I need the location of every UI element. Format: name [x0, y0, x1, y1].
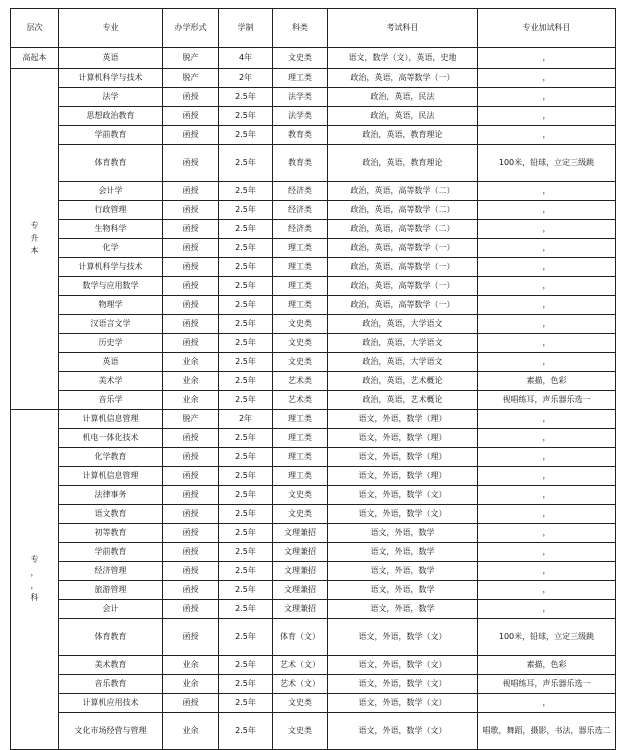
level-char: 升	[30, 233, 39, 243]
category-cell: 文理兼招	[273, 543, 328, 562]
major-cell: 计算机应用技术	[59, 694, 163, 713]
duration-cell: 2.5年	[219, 126, 273, 145]
table-row	[11, 88, 616, 107]
table-row	[11, 467, 616, 486]
table-row	[11, 296, 616, 315]
duration-cell: 2.5年	[219, 619, 273, 656]
mode-cell: 业余	[163, 391, 219, 410]
level-cell	[11, 69, 59, 410]
table-row	[11, 656, 616, 675]
category-cell: 教育类	[273, 145, 328, 182]
level-char: ，	[30, 567, 39, 577]
duration-cell: 2.5年	[219, 543, 273, 562]
duration-cell: 4年	[219, 48, 273, 69]
column-header: 专业加试科目	[478, 9, 616, 48]
category-cell: 文史类	[273, 486, 328, 505]
duration-cell: 2.5年	[219, 353, 273, 372]
major-cell: 行政管理	[59, 201, 163, 220]
major-cell: 汉语言文学	[59, 315, 163, 334]
exam-subjects-cell: 政治，英语，高等数学（一）	[328, 277, 478, 296]
duration-cell: 2.5年	[219, 258, 273, 277]
major-cell: 文化市场经营与管理	[59, 713, 163, 750]
mode-cell: 函授	[163, 126, 219, 145]
major-cell: 音乐学	[59, 391, 163, 410]
level-char: 本	[30, 246, 39, 256]
major-cell: 经济管理	[59, 562, 163, 581]
table-body	[11, 9, 616, 750]
major-cell: 体育教育	[59, 145, 163, 182]
column-header: 考试科目	[328, 9, 478, 48]
duration-cell: 2.5年	[219, 505, 273, 524]
major-cell: 数学与应用数学	[59, 277, 163, 296]
major-cell: 美术学	[59, 372, 163, 391]
exam-subjects-cell: 语文，外语，数学（文）	[328, 713, 478, 750]
category-cell: 理工类	[273, 467, 328, 486]
major-cell: 美术教育	[59, 656, 163, 675]
mode-cell: 函授	[163, 581, 219, 600]
mode-cell: 函授	[163, 88, 219, 107]
mode-cell: 函授	[163, 315, 219, 334]
program-table	[10, 8, 616, 750]
duration-cell: 2.5年	[219, 88, 273, 107]
duration-cell: 2.5年	[219, 315, 273, 334]
duration-cell: 2.5年	[219, 486, 273, 505]
category-cell: 文理兼招	[273, 524, 328, 543]
table-row	[11, 334, 616, 353]
mode-cell: 函授	[163, 619, 219, 656]
table-row	[11, 315, 616, 334]
exam-subjects-cell: 语文，数学（文），英语，史地	[328, 48, 478, 69]
exam-subjects-cell: 语文，外语，数学	[328, 600, 478, 619]
extra-subjects-cell: ，	[478, 694, 616, 713]
major-cell: 计算机科学与技术	[59, 69, 163, 88]
extra-subjects-cell: ，	[478, 486, 616, 505]
duration-cell: 2.5年	[219, 713, 273, 750]
extra-subjects-cell: ，	[478, 524, 616, 543]
major-cell: 化学	[59, 239, 163, 258]
column-header: 办学形式	[163, 9, 219, 48]
category-cell: 理工类	[273, 296, 328, 315]
duration-cell: 2.5年	[219, 239, 273, 258]
extra-subjects-cell: 素描，色彩	[478, 372, 616, 391]
major-cell: 思想政治教育	[59, 107, 163, 126]
category-cell: 艺术（文）	[273, 675, 328, 694]
exam-subjects-cell: 政治，英语，高等数学（二）	[328, 201, 478, 220]
table-row	[11, 486, 616, 505]
extra-subjects-cell: ，	[478, 315, 616, 334]
mode-cell: 函授	[163, 505, 219, 524]
duration-cell: 2.5年	[219, 277, 273, 296]
category-cell: 理工类	[273, 448, 328, 467]
extra-subjects-cell: ，	[478, 543, 616, 562]
mode-cell: 函授	[163, 220, 219, 239]
table-row	[11, 48, 616, 69]
column-header: 专业	[59, 9, 163, 48]
level-cell: 高起本	[11, 48, 59, 69]
extra-subjects-cell: ，	[478, 220, 616, 239]
mode-cell: 函授	[163, 182, 219, 201]
duration-cell: 2.5年	[219, 334, 273, 353]
major-cell: 英语	[59, 48, 163, 69]
category-cell: 文史类	[273, 713, 328, 750]
major-cell: 法学	[59, 88, 163, 107]
duration-cell: 2.5年	[219, 467, 273, 486]
exam-subjects-cell: 政治，英语，高等数学（一）	[328, 258, 478, 277]
extra-subjects-cell: ，	[478, 201, 616, 220]
extra-subjects-cell: ，	[478, 581, 616, 600]
mode-cell: 函授	[163, 334, 219, 353]
mode-cell: 函授	[163, 145, 219, 182]
extra-subjects-cell: ，	[478, 48, 616, 69]
mode-cell: 函授	[163, 600, 219, 619]
mode-cell: 函授	[163, 524, 219, 543]
exam-subjects-cell: 政治，英语，民法	[328, 88, 478, 107]
duration-cell: 2年	[219, 69, 273, 88]
table-row	[11, 619, 616, 656]
extra-subjects-cell: 唱歌，舞蹈，摄影，书法，器乐选二	[478, 713, 616, 750]
mode-cell: 业余	[163, 656, 219, 675]
exam-subjects-cell: 语文，外语，数学	[328, 562, 478, 581]
extra-subjects-cell: ，	[478, 562, 616, 581]
level-char: 科	[30, 593, 39, 603]
major-cell: 学前教育	[59, 126, 163, 145]
mode-cell: 函授	[163, 543, 219, 562]
extra-subjects-cell: ，	[478, 334, 616, 353]
category-cell: 文理兼招	[273, 562, 328, 581]
exam-subjects-cell: 语文，外语，数学（文）	[328, 619, 478, 656]
category-cell: 理工类	[273, 258, 328, 277]
mode-cell: 函授	[163, 258, 219, 277]
table-row	[11, 391, 616, 410]
exam-subjects-cell: 语文，外语，数学（理）	[328, 467, 478, 486]
major-cell: 历史学	[59, 334, 163, 353]
exam-subjects-cell: 政治，英语，大学语文	[328, 353, 478, 372]
mode-cell: 函授	[163, 201, 219, 220]
exam-subjects-cell: 语文，外语，数学（文）	[328, 656, 478, 675]
table-row	[11, 600, 616, 619]
table-row	[11, 543, 616, 562]
major-cell: 物理学	[59, 296, 163, 315]
exam-subjects-cell: 语文，外语，数学（文）	[328, 675, 478, 694]
column-header: 层次	[11, 9, 59, 48]
table-row	[11, 107, 616, 126]
mode-cell: 函授	[163, 239, 219, 258]
category-cell: 经济类	[273, 220, 328, 239]
extra-subjects-cell: 100米，铅球，立定三级跳	[478, 619, 616, 656]
duration-cell: 2.5年	[219, 201, 273, 220]
major-cell: 法律事务	[59, 486, 163, 505]
extra-subjects-cell: ，	[478, 353, 616, 372]
category-cell: 艺术类	[273, 391, 328, 410]
major-cell: 计算机信息管理	[59, 467, 163, 486]
major-cell: 机电一体化技术	[59, 429, 163, 448]
duration-cell: 2.5年	[219, 296, 273, 315]
mode-cell: 函授	[163, 296, 219, 315]
exam-subjects-cell: 政治，英语，艺术概论	[328, 391, 478, 410]
column-header: 学制	[219, 9, 273, 48]
category-cell: 文史类	[273, 334, 328, 353]
table-row	[11, 372, 616, 391]
extra-subjects-cell: ，	[478, 88, 616, 107]
exam-subjects-cell: 政治，英语，教育理论	[328, 126, 478, 145]
extra-subjects-cell: ，	[478, 107, 616, 126]
category-cell: 教育类	[273, 126, 328, 145]
major-cell: 化学教育	[59, 448, 163, 467]
duration-cell: 2.5年	[219, 675, 273, 694]
level-char: 专	[30, 220, 39, 230]
extra-subjects-cell: ，	[478, 258, 616, 277]
major-cell: 体育教育	[59, 619, 163, 656]
exam-subjects-cell: 政治，英语，大学语文	[328, 334, 478, 353]
category-cell: 理工类	[273, 410, 328, 429]
table-row	[11, 353, 616, 372]
category-cell: 文史类	[273, 315, 328, 334]
extra-subjects-cell: 素描，色彩	[478, 656, 616, 675]
mode-cell: 脱产	[163, 69, 219, 88]
category-cell: 文史类	[273, 353, 328, 372]
level-cell	[11, 410, 59, 750]
extra-subjects-cell: ，	[478, 467, 616, 486]
duration-cell: 2.5年	[219, 372, 273, 391]
category-cell: 理工类	[273, 429, 328, 448]
extra-subjects-cell: ，	[478, 296, 616, 315]
table-row	[11, 182, 616, 201]
category-cell: 理工类	[273, 69, 328, 88]
major-cell: 语文教育	[59, 505, 163, 524]
duration-cell: 2.5年	[219, 220, 273, 239]
category-cell: 文理兼招	[273, 581, 328, 600]
extra-subjects-cell: ，	[478, 239, 616, 258]
exam-subjects-cell: 政治，英语，高等数学（一）	[328, 69, 478, 88]
extra-subjects-cell: ，	[478, 277, 616, 296]
extra-subjects-cell: ，	[478, 126, 616, 145]
mode-cell: 函授	[163, 467, 219, 486]
table-row	[11, 524, 616, 543]
mode-cell: 脱产	[163, 410, 219, 429]
exam-subjects-cell: 语文，外语，数学（文）	[328, 486, 478, 505]
exam-subjects-cell: 语文，外语，数学（文）	[328, 505, 478, 524]
extra-subjects-cell: 视唱练耳，声乐器乐选一	[478, 391, 616, 410]
column-header: 科类	[273, 9, 328, 48]
table-row	[11, 126, 616, 145]
duration-cell: 2年	[219, 410, 273, 429]
exam-subjects-cell: 政治，英语，教育理论	[328, 145, 478, 182]
major-cell: 学前教育	[59, 543, 163, 562]
major-cell: 会计	[59, 600, 163, 619]
header-row	[11, 9, 616, 48]
duration-cell: 2.5年	[219, 694, 273, 713]
level-char: 专	[30, 554, 39, 564]
duration-cell: 2.5年	[219, 524, 273, 543]
extra-subjects-cell: ，	[478, 182, 616, 201]
table-row	[11, 505, 616, 524]
exam-subjects-cell: 政治，英语，高等数学（二）	[328, 182, 478, 201]
mode-cell: 函授	[163, 694, 219, 713]
exam-subjects-cell: 语文，外语，数学	[328, 524, 478, 543]
mode-cell: 函授	[163, 429, 219, 448]
category-cell: 艺术（文）	[273, 656, 328, 675]
extra-subjects-cell: ，	[478, 410, 616, 429]
table-row	[11, 429, 616, 448]
table-row	[11, 201, 616, 220]
mode-cell: 业余	[163, 372, 219, 391]
table-row	[11, 562, 616, 581]
exam-subjects-cell: 语文，外语，数学	[328, 581, 478, 600]
major-cell: 计算机科学与技术	[59, 258, 163, 277]
table-row	[11, 69, 616, 88]
mode-cell: 函授	[163, 107, 219, 126]
table-row	[11, 581, 616, 600]
mode-cell: 函授	[163, 486, 219, 505]
category-cell: 体育（文）	[273, 619, 328, 656]
category-cell: 理工类	[273, 239, 328, 258]
mode-cell: 函授	[163, 277, 219, 296]
level-char: ，	[30, 580, 39, 590]
major-cell: 生物科学	[59, 220, 163, 239]
duration-cell: 2.5年	[219, 145, 273, 182]
category-cell: 文理兼招	[273, 600, 328, 619]
exam-subjects-cell: 政治，英语，高等数学（二）	[328, 220, 478, 239]
category-cell: 经济类	[273, 182, 328, 201]
mode-cell: 业余	[163, 713, 219, 750]
extra-subjects-cell: ，	[478, 69, 616, 88]
exam-subjects-cell: 政治，英语，民法	[328, 107, 478, 126]
duration-cell: 2.5年	[219, 391, 273, 410]
exam-subjects-cell: 政治，英语，高等数学（一）	[328, 239, 478, 258]
table-row	[11, 694, 616, 713]
table-row	[11, 277, 616, 296]
extra-subjects-cell: ，	[478, 505, 616, 524]
exam-subjects-cell: 政治，英语，大学语文	[328, 315, 478, 334]
exam-subjects-cell: 语文，外语，数学	[328, 543, 478, 562]
duration-cell: 2.5年	[219, 600, 273, 619]
category-cell: 文史类	[273, 48, 328, 69]
category-cell: 文史类	[273, 505, 328, 524]
extra-subjects-cell: 视唱练耳，声乐器乐选一	[478, 675, 616, 694]
exam-subjects-cell: 政治，英语，高等数学（一）	[328, 296, 478, 315]
mode-cell: 函授	[163, 448, 219, 467]
major-cell: 会计学	[59, 182, 163, 201]
duration-cell: 2.5年	[219, 448, 273, 467]
table-row	[11, 145, 616, 182]
duration-cell: 2.5年	[219, 429, 273, 448]
table-row	[11, 258, 616, 277]
major-cell: 音乐教育	[59, 675, 163, 694]
mode-cell: 业余	[163, 353, 219, 372]
category-cell: 法学类	[273, 107, 328, 126]
extra-subjects-cell: ，	[478, 448, 616, 467]
exam-subjects-cell: 政治，英语，艺术概论	[328, 372, 478, 391]
category-cell: 艺术类	[273, 372, 328, 391]
duration-cell: 2.5年	[219, 107, 273, 126]
extra-subjects-cell: ，	[478, 429, 616, 448]
table-row	[11, 220, 616, 239]
extra-subjects-cell: ，	[478, 600, 616, 619]
table-row	[11, 713, 616, 750]
exam-subjects-cell: 语文，外语，数学（文）	[328, 694, 478, 713]
category-cell: 经济类	[273, 201, 328, 220]
major-cell: 旅游管理	[59, 581, 163, 600]
major-cell: 初等教育	[59, 524, 163, 543]
exam-subjects-cell: 语文，外语，数学（理）	[328, 448, 478, 467]
table-row	[11, 410, 616, 429]
major-cell: 英语	[59, 353, 163, 372]
table-row	[11, 675, 616, 694]
table-row	[11, 448, 616, 467]
mode-cell: 函授	[163, 562, 219, 581]
duration-cell: 2.5年	[219, 182, 273, 201]
category-cell: 法学类	[273, 88, 328, 107]
duration-cell: 2.5年	[219, 562, 273, 581]
exam-subjects-cell: 语文，外语，数学（理）	[328, 410, 478, 429]
category-cell: 理工类	[273, 277, 328, 296]
exam-subjects-cell: 语文，外语，数学（理）	[328, 429, 478, 448]
mode-cell: 脱产	[163, 48, 219, 69]
duration-cell: 2.5年	[219, 581, 273, 600]
major-cell: 计算机信息管理	[59, 410, 163, 429]
duration-cell: 2.5年	[219, 656, 273, 675]
table-row	[11, 239, 616, 258]
category-cell: 文史类	[273, 694, 328, 713]
mode-cell: 业余	[163, 675, 219, 694]
extra-subjects-cell: 100米，铅球，立定三级跳	[478, 145, 616, 182]
